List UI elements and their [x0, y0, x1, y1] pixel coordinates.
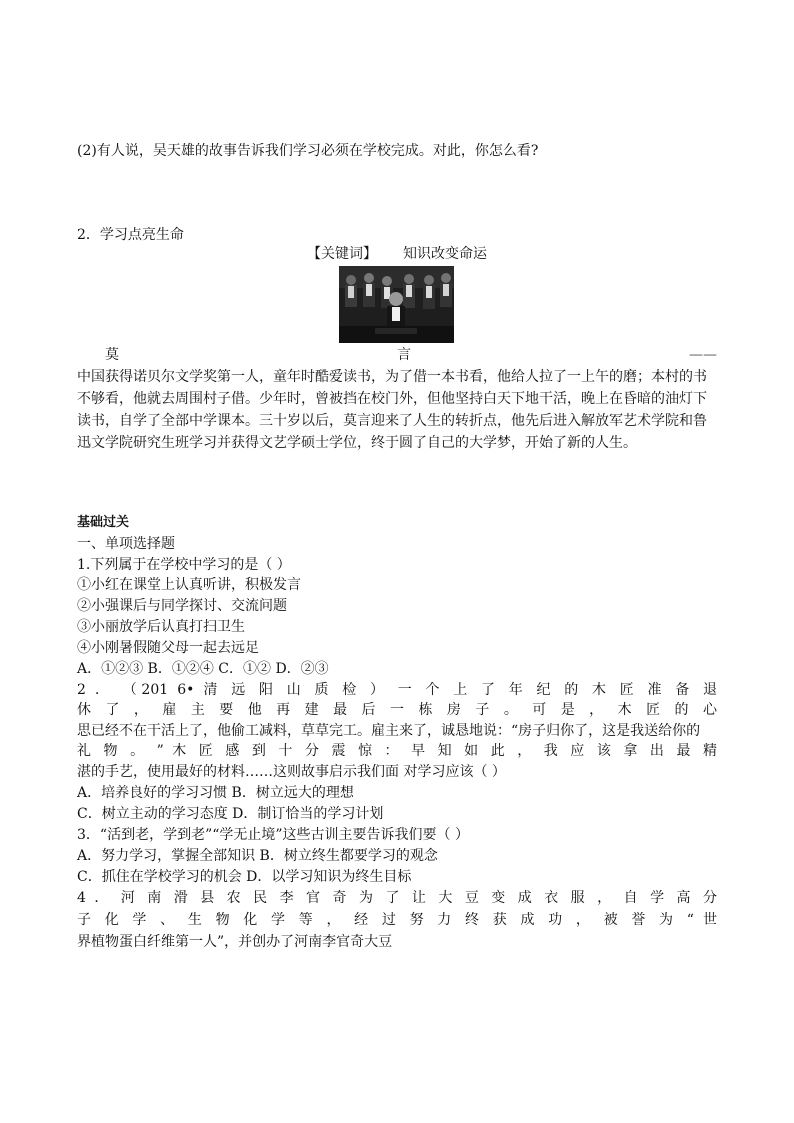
mo-yan-paragraph-line: 不够看，他就去周围村子借。少年时，曾被挡在校门外，但他坚持白天下地干活，晚上在昏暗的油灯下 — [77, 391, 707, 407]
keyword-label: 【关键词】 — [307, 246, 377, 262]
q1-item: ②小强课后与同学探讨、交流问题 — [77, 598, 287, 614]
mo-yan-photo — [339, 266, 454, 343]
q2-line: 休 了 ， 雇 主 要 他 再 建 最 后 一 栋 房 子 。 可 是 ， 木 匠 的 心 — [77, 702, 717, 718]
q1-stem: 1.下列属于在学校中学习的是（ ） — [77, 557, 291, 573]
keyword-line — [0, 244, 794, 264]
mo-yan-paragraph-line: 迅文学院研究生班学习并获得文艺学硕士学位，终于圆了自己的大学梦，开始了新的人生。 — [77, 435, 637, 451]
question-2-prompt: (2)有人说，吴天雄的故事告诉我们学习必须在学校完成。对此，你怎么看? — [77, 143, 539, 159]
author-name-second: 言 — [397, 347, 411, 363]
q3-option-line: A．努力学习，掌握全部知识 B．树立终生都要学习的观念 — [77, 848, 438, 864]
mo-yan-paragraph-line: 中国获得诺贝尔文学奖第一人，童年时酷爱读书，为了借一本书看，他给人拉了一上午的磨；本村的书 — [77, 369, 707, 385]
author-name-first: 莫 — [105, 347, 119, 363]
q1-item: ④小刚暑假随父母一起去远足 — [77, 640, 259, 656]
q2-option-line: C．树立主动的学习态度 D．制订恰当的学习计划 — [77, 806, 384, 822]
author-name-line — [77, 345, 717, 365]
q2-line: 礼 物 。 ” 木 匠 感 到 十 分 震 惊 ： 早 知 如 此 ， 我 应 该 拿 出 最 精 — [77, 743, 717, 759]
q4-line: 4 ． 河 南 滑 县 农 民 李 官 奇 为 了 让 大 豆 变 成 衣 服 ， 自 学 高 分 — [77, 890, 717, 906]
q2-line: 湛的手艺，使用最好的材料……这则故事启示我们面 对学习应该（ ） — [77, 764, 506, 780]
q3-option-line: C．抓住在学校学习的机会 D．以学习知识为终生目标 — [77, 869, 412, 885]
section-heading-learning-lights-life: 2．学习点亮生命 — [77, 227, 184, 243]
q4-line: 界植物蛋白纤维第一人”，并创办了河南李官奇大豆 — [77, 934, 393, 950]
part-title: 一、单项选择题 — [77, 536, 175, 552]
author-dash: —— — [689, 347, 717, 363]
basics-title: 基础过关 — [77, 515, 130, 530]
q2-line: 2 ． （201 6• 清 远 阳 山 质 检 ） 一 个 上 了 年 纪 的 木 匠 准 备 退 — [77, 682, 717, 698]
q1-options: A．①②③ B．①②④ C．①② D．②③ — [77, 661, 329, 677]
q4-line: 子 化 学 、 生 物 化 学 等 ， 经 过 努 力 终 获 成 功 ， 被 誉 为 “ 世 — [77, 912, 717, 928]
q1-item: ③小丽放学后认真打扫卫生 — [77, 619, 245, 635]
mo-yan-paragraph-line: 读书，自学了全部中学课本。三十岁以后，莫言迎来了人生的转折点，他先后进入解放军艺术学院和鲁 — [77, 413, 707, 429]
q2-line: 思已经不在干活上了，他偷工减料，草草完工。雇主来了，诚恳地说：“房子归你了，这是我送给你的 — [77, 723, 701, 739]
q2-option-line: A．培养良好的学习习惯 B．树立远大的理想 — [77, 785, 354, 801]
q1-item: ①小红在课堂上认真听讲，积极发言 — [77, 577, 301, 593]
keyword-value: 知识改变命运 — [403, 246, 487, 262]
q3-stem: 3．“活到老，学到老”“学无止境”这些古训主要告诉我们要（ ） — [77, 827, 469, 843]
